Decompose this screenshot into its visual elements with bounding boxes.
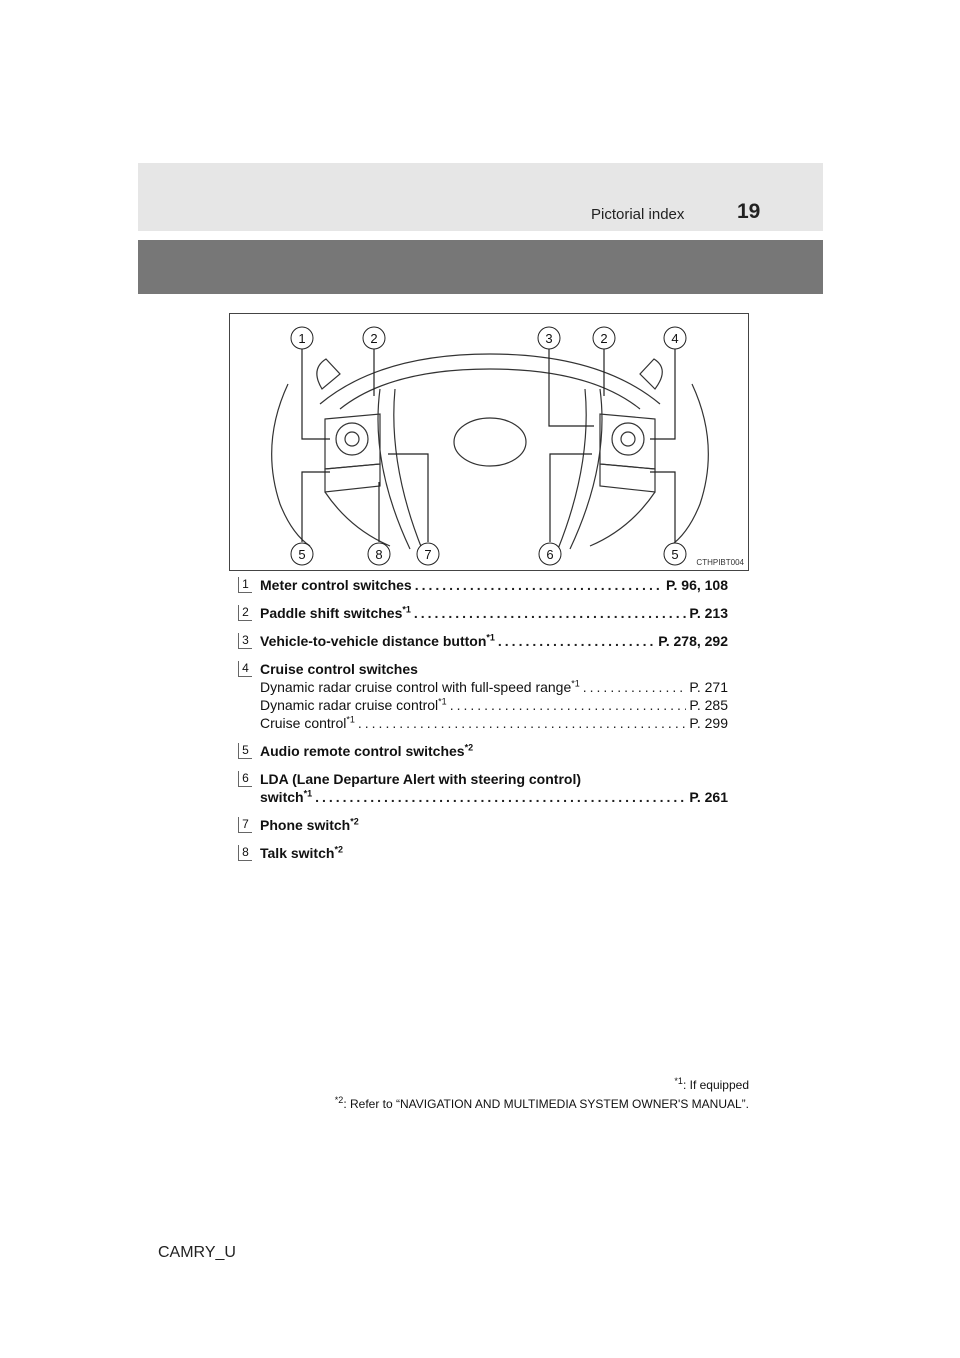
item-number: 2 <box>238 605 252 621</box>
item-label-cont: switch <box>260 789 304 805</box>
footnote-mark: *2 <box>464 742 474 753</box>
sub-item-label: Dynamic radar cruise control <box>260 697 439 713</box>
footnote-mark: *1 <box>303 788 313 799</box>
list-item <box>238 816 728 834</box>
item-label: Phone switch <box>260 817 351 833</box>
list-item <box>238 770 728 806</box>
callout-5-right: 5 <box>671 547 679 562</box>
footnote-mark: *1 <box>486 632 495 643</box>
page-ref[interactable]: P. 278, 292 <box>658 633 728 649</box>
list-item <box>238 632 728 650</box>
list-item <box>238 576 728 594</box>
callout-8: 8 <box>375 547 383 562</box>
item-number: 1 <box>238 577 252 593</box>
item-number: 7 <box>238 817 252 833</box>
item-number: 5 <box>238 743 252 759</box>
footnote-mark: *2 <box>334 844 343 855</box>
item-number: 3 <box>238 633 252 649</box>
header-dark-band <box>138 240 823 294</box>
list-item <box>238 660 728 732</box>
footnote-mark: *2 <box>350 816 359 827</box>
figure-code: CTHPIBT004 <box>696 558 744 567</box>
footnote-1-mark: *1 <box>674 1076 683 1086</box>
item-label: Vehicle-to-vehicle distance button <box>260 633 487 649</box>
callout-5-left: 5 <box>298 547 306 562</box>
footnote-2-text: : Refer to “NAVIGATION AND MULTIMEDIA SYSTEM OWNER'S MANUAL”. <box>343 1097 749 1111</box>
page-ref[interactable]: P. 299 <box>689 715 728 731</box>
item-label: Meter control switches <box>260 577 412 593</box>
item-label: Cruise control switches <box>260 661 418 677</box>
item-label: Audio remote control switches <box>260 743 465 759</box>
document-id: CAMRY_U <box>158 1244 236 1261</box>
page-ref[interactable]: P. 96, 108 <box>665 577 728 593</box>
item-number: 4 <box>238 661 252 677</box>
section-title: Pictorial index <box>591 206 685 223</box>
item-list <box>238 576 728 872</box>
item-number: 6 <box>238 771 252 787</box>
page-ref[interactable]: P. 271 <box>689 679 728 695</box>
callout-6: 6 <box>546 547 554 562</box>
sub-item-label: Dynamic radar cruise control with full-speed range <box>260 679 572 695</box>
item-number: 8 <box>238 845 252 861</box>
page-ref[interactable]: P. 285 <box>689 697 728 713</box>
footnote-1 <box>674 1078 749 1092</box>
footnote-2-mark: *2 <box>334 1095 344 1105</box>
item-label: Paddle shift switches <box>260 605 403 621</box>
callout-1: 1 <box>298 331 306 346</box>
footnote-2 <box>335 1097 749 1111</box>
list-item <box>238 742 728 760</box>
page-ref[interactable]: P. 213 <box>689 605 728 621</box>
footnote-1-text: : If equipped <box>682 1078 749 1092</box>
item-label: Talk switch <box>260 845 335 861</box>
footnote-mark: *1 <box>402 604 411 615</box>
sub-item-label: Cruise control <box>260 715 347 731</box>
callout-4: 4 <box>671 331 679 346</box>
steering-wheel-figure <box>229 313 749 571</box>
item-label: LDA (Lane Departure Alert with steering control) <box>260 771 581 787</box>
header-band <box>138 163 823 231</box>
callout-2-right: 2 <box>600 331 608 346</box>
steering-wheel-illustration <box>230 314 750 572</box>
footnote-mark: *1 <box>571 678 580 689</box>
page-number: 19 <box>737 200 761 223</box>
footnote-mark: *1 <box>438 696 447 707</box>
page-ref[interactable]: P. 261 <box>689 789 728 805</box>
list-item <box>238 604 728 622</box>
callout-3: 3 <box>545 331 553 346</box>
list-item <box>238 844 728 862</box>
callout-7: 7 <box>424 547 432 562</box>
footnote-mark: *1 <box>346 714 355 725</box>
callout-2-left: 2 <box>370 331 378 346</box>
